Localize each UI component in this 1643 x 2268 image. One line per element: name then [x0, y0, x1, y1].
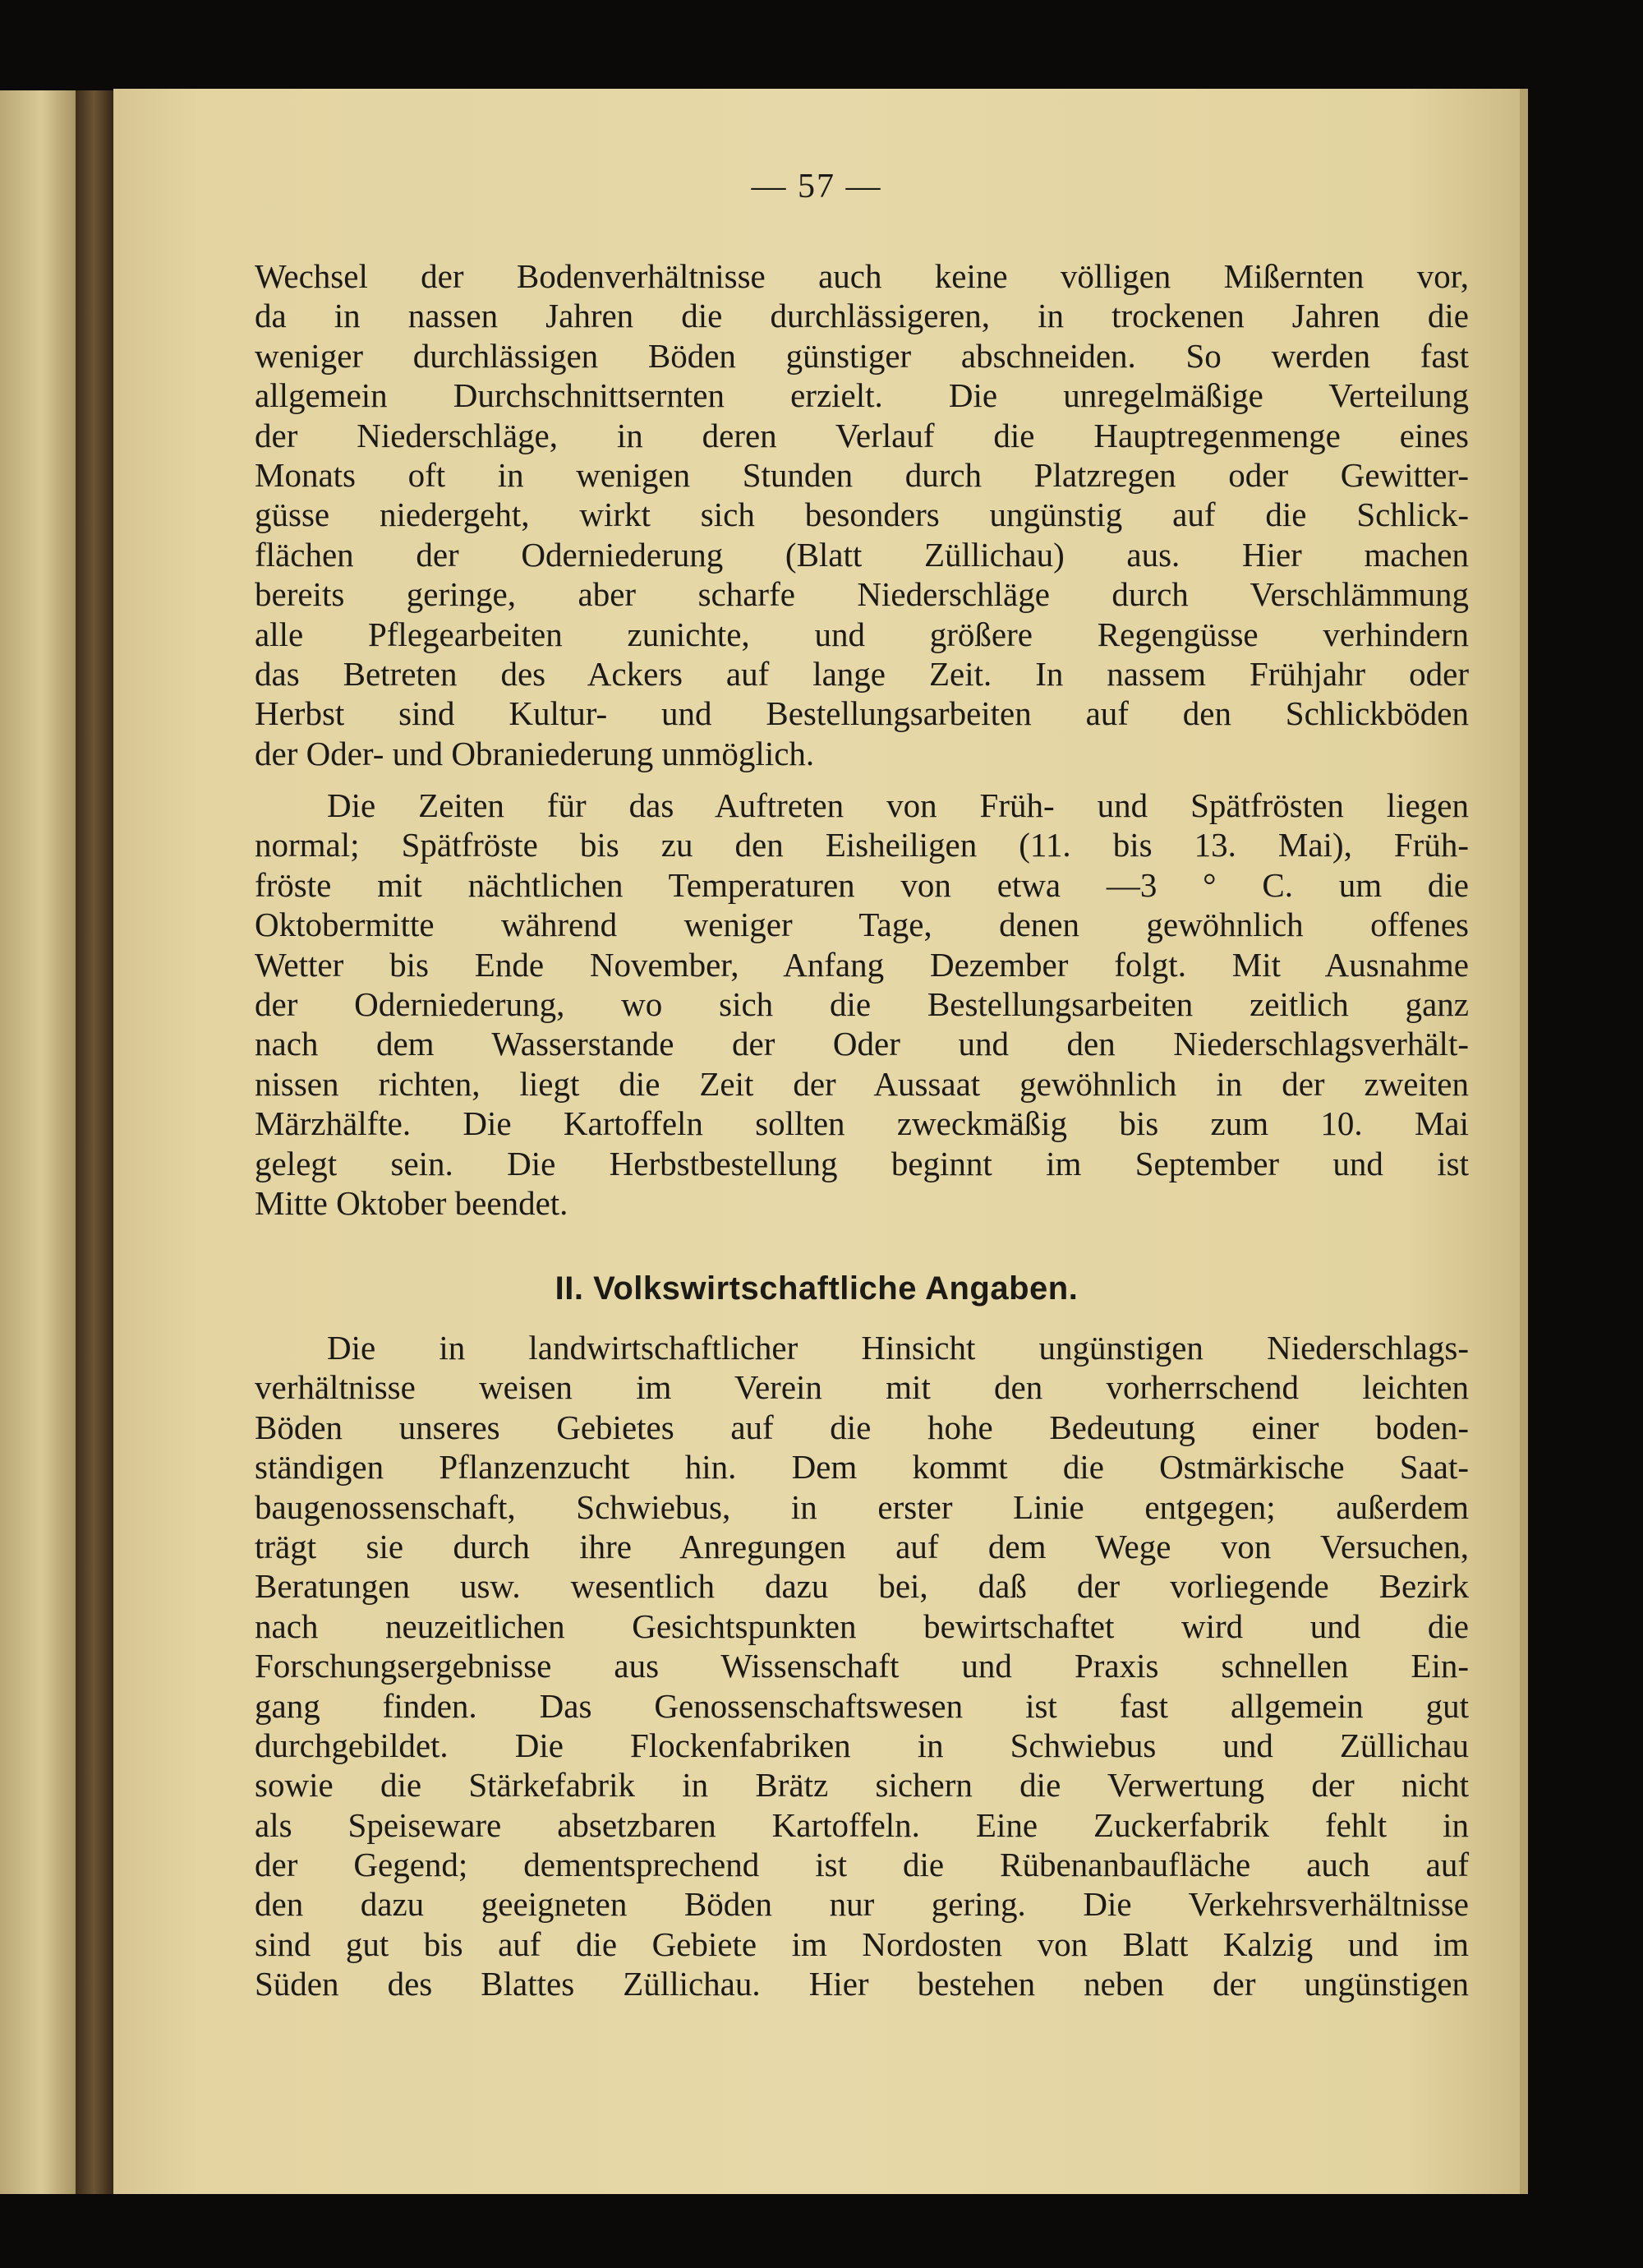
text-line: Böden unseres Gebietes auf die hohe Bedeutung einer boden-	[255, 1408, 1469, 1446]
text-line: Wetter bis Ende November, Anfang Dezember folgt. Mit Ausnahme	[255, 945, 1469, 984]
text-line: weniger durchlässigen Böden günstiger abschneiden. So werden fast	[255, 336, 1469, 375]
section-heading: II. Volkswirtschaftliche Angaben.	[555, 1270, 1079, 1307]
text-line: allgemein Durchschnittsernten erzielt. Die unregelmäßige Verteilung	[255, 376, 1469, 415]
text-line: güsse niedergeht, wirkt sich besonders ungünstig auf die Schlick-	[255, 496, 1469, 534]
book-page	[113, 89, 1520, 2194]
text-line: Monats oft in wenigen Stunden durch Platzregen oder Gewitter-	[255, 455, 1469, 494]
text-line: gang finden. Das Genossenschaftswesen ist fast allgemein gut	[255, 1686, 1469, 1725]
text-line: fröste mit nächtlichen Temperaturen von etwa —3 ° C. um die	[255, 865, 1469, 904]
text-line: nach dem Wasserstande der Oder und den Niederschlagsverhält-	[255, 1025, 1469, 1063]
text-line: verhältnisse weisen im Verein mit den vorherrschend leichten	[255, 1368, 1469, 1407]
text-line: sowie die Stärkefabrik in Brätz sichern die Verwertung der nicht	[255, 1766, 1469, 1805]
text-line: nach neuzeitlichen Gesichtspunkten bewirtschaftet wird und die	[255, 1606, 1469, 1645]
text-line: Süden des Blattes Züllichau. Hier bestehen neben der ungünstigen	[255, 1965, 1469, 2003]
left-page-edge	[0, 90, 76, 2194]
text-line: durchgebildet. Die Flockenfabriken in Schwiebus und Züllichau	[255, 1726, 1469, 1764]
text-line: baugenossenschaft, Schwiebus, in erster Linie entgegen; außerdem	[255, 1487, 1469, 1526]
page-number: — 57 —	[751, 168, 882, 205]
text-line: gelegt sein. Die Herbstbestellung beginnt im September und ist	[255, 1144, 1469, 1182]
text-line: Beratungen usw. wesentlich dazu bei, daß der vorliegende Bezirk	[255, 1567, 1469, 1606]
text-line: sind gut bis auf die Gebiete im Nordosten von Blatt Kalzig und im	[255, 1925, 1469, 1963]
text-line: Die in landwirtschaftlicher Hinsicht ungünstigen Niederschlags-	[327, 1329, 1469, 1367]
text-line: alle Pflegearbeiten zunichte, und größere Regengüsse verhindern	[255, 615, 1469, 653]
paragraph-1	[255, 256, 1469, 773]
paragraph-2	[255, 786, 1469, 1223]
text-line: als Speiseware absetzbaren Kartoffeln. Eine Zuckerfabrik fehlt in	[255, 1805, 1469, 1844]
text-line: das Betreten des Ackers auf lange Zeit. In nassem Frühjahr oder	[255, 654, 1469, 693]
text-line: Mitte Oktober beendet.	[255, 1183, 568, 1222]
text-line: den dazu geeigneten Böden nur gering. Die Verkehrsverhältnisse	[255, 1885, 1469, 1924]
text-line: Die Zeiten für das Auftreten von Früh- und Spätfrösten liegen	[327, 786, 1469, 824]
text-line: ständigen Pflanzenzucht hin. Dem kommt die Ostmärkische Saat-	[255, 1448, 1469, 1487]
text-line: Märzhälfte. Die Kartoffeln sollten zweckmäßig bis zum 10. Mai	[255, 1104, 1469, 1143]
text-line: nissen richten, liegt die Zeit der Aussaat gewöhnlich in der zweiten	[255, 1064, 1469, 1103]
text-line: normal; Spätfröste bis zu den Eisheiligen (11. bis 13. Mai), Früh-	[255, 826, 1469, 864]
text-line: der Oder- und Obraniederung unmöglich.	[255, 734, 815, 772]
page-edge	[1520, 89, 1528, 2194]
text-line: Wechsel der Bodenverhältnisse auch keine völligen Mißernten vor,	[255, 257, 1469, 295]
text-line: bereits geringe, aber scharfe Niederschläge durch Verschlämmung	[255, 575, 1469, 614]
paragraph-3	[255, 1328, 1469, 2004]
book-spine	[76, 90, 117, 2194]
text-line: flächen der Oderniederung (Blatt Züllichau) aus. Hier machen	[255, 535, 1469, 574]
text-line: trägt sie durch ihre Anregungen auf dem Wege von Versuchen,	[255, 1527, 1469, 1565]
text-line: Oktobermitte während weniger Tage, denen gewöhnlich offenes	[255, 906, 1469, 944]
text-line: der Niederschläge, in deren Verlauf die Hauptregenmenge eines	[255, 416, 1469, 454]
text-line: Herbst sind Kultur- und Bestellungsarbeiten auf den Schlickböden	[255, 694, 1469, 733]
text-line: Forschungsergebnisse aus Wissenschaft und Praxis schnellen Ein-	[255, 1647, 1469, 1685]
text-line: der Gegend; dementsprechend ist die Rübenanbaufläche auch auf	[255, 1846, 1469, 1884]
text-line: da in nassen Jahren die durchlässigeren, in trockenen Jahren die	[255, 297, 1469, 335]
text-line: der Oderniederung, wo sich die Bestellungsarbeiten zeitlich ganz	[255, 984, 1469, 1023]
